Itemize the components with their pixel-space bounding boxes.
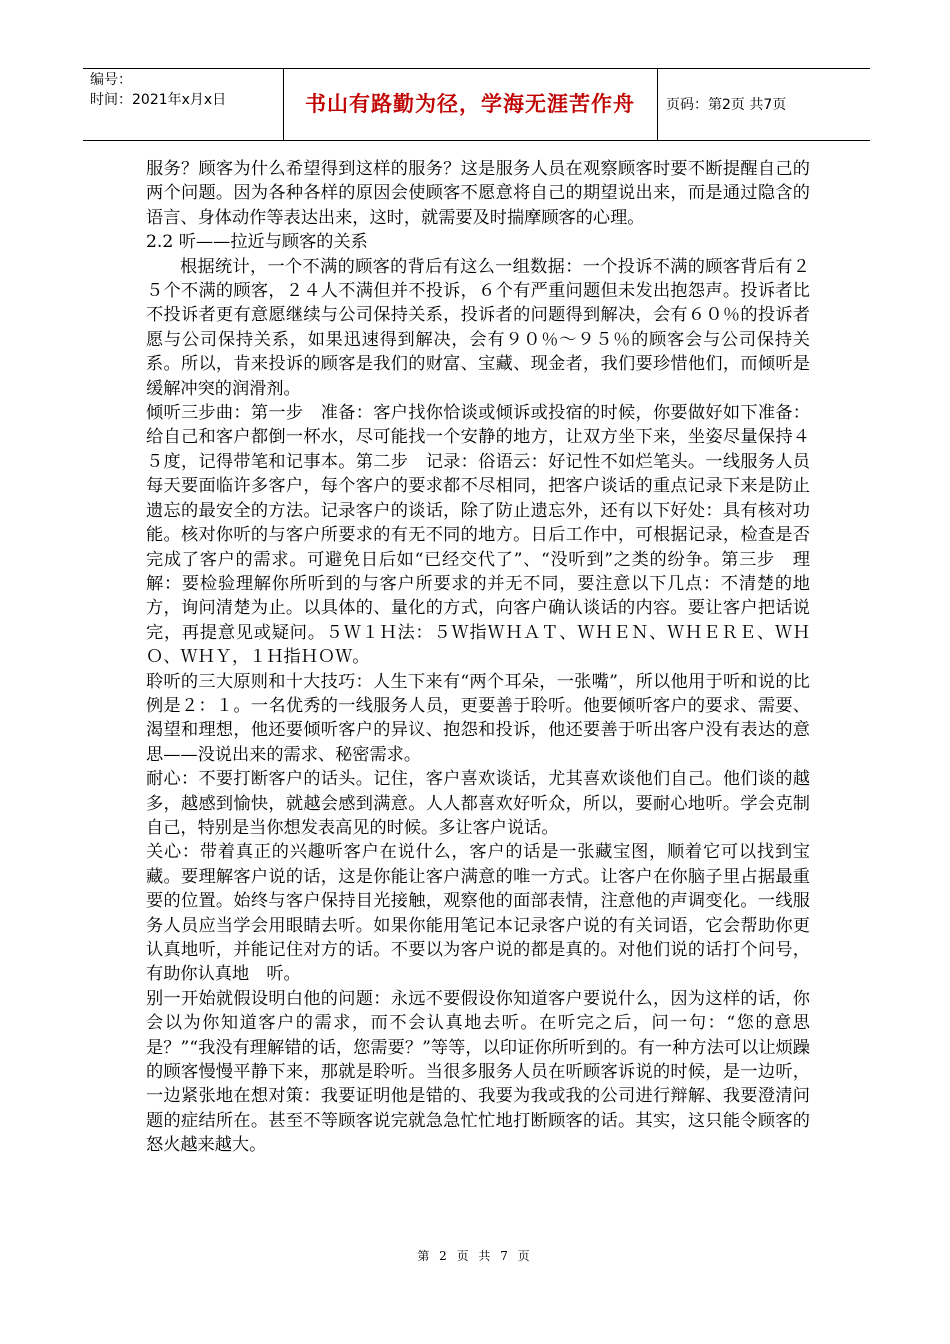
section-heading: 2.2 听——拉近与顾客的关系	[146, 232, 368, 253]
header-page-number: 页码：第2页 共7页	[666, 97, 787, 113]
paragraph-7: 别一开始就假设明白他的问题：永远不要假设你知道客户要说什么，因为这样的话，你会以为你知道客户的需求，而不会认真地去听。在听完之后，问一句：“您的意思是？”“我没有理解错的话，您需要？”等等，以印证你所听到的。有一种方法可以让烦躁的顾客慢慢平静下来，那就是聆听。当很多服务人员在听顾客诉说的时候，是一边听，一边紧张地在想对策：我要证明他是错的、我要为我或我的公司进行辩解、我要澄清问题的症结所在。甚至不等顾客说完就急急忙忙地打断顾客的话。其实，这只能令顾客的怒火越来越大。	[146, 988, 810, 1156]
page-footer: 第 2 页 共 7 页	[417, 1249, 533, 1263]
header-slogan: 书山有路勤为径，学海无涯苦作舟	[305, 92, 635, 116]
header-top-rule	[83, 68, 870, 69]
paragraph-4: 聆听的三大原则和十大技巧：人生下来有“两个耳朵，一张嘴”，所以他用于听和说的比例是２：１。一名优秀的一线服务人员，更要善于聆听。他要倾听客户的要求、需要、渴望和理想，他还要倾听客户的异议、抱怨和投诉，他还要善于听出客户没有表达的意思——没说出来的需求、秘密需求。	[146, 671, 810, 765]
paragraph-3: 倾听三步曲：第一步 准备：客户找你恰谈或倾诉或投宿的时候，你要做好如下准备：给自己和客户都倒一杯水，尽可能找一个安静的地方，让双方坐下来，坐姿尽量保持４５度，记得带笔和记事本。第二步 记录：俗语云：好记性不如烂笔头。一线服务人员每天要面临许多客户，每个客户的要求都不尽相同，把客户谈话的重点记录下来是防止遗忘的最安全的方法。记录客户的谈话，除了防止遗忘外，还有以下好处：具有核对功能。核对你听的与客户所要求的有无不同的地方。日后工作中，可根据记录，检查是否完成了客户的需求。可避免日后如“已经交代了”、“没听到”之类的纷争。第三步 理解：要检验理解你所听到的与客户所要求的并无不同，要注意以下几点：不清楚的地方，询问清楚为止。以具体的、量化的方式，向客户确认谈话的内容。要让客户把话说完，再提意见或疑问。５Ｗ１Ｈ法：５Ｗ指ＷＨＡＴ、ＷＨＥＮ、ＷＨＥＲＥ、ＷＨＯ、ＷＨＹ，１Ｈ指ＨＯＷ。	[146, 403, 810, 668]
paragraph-5: 耐心：不要打断客户的话头。记住，客户喜欢谈话，尤其喜欢谈他们自己。他们谈的越多，越感到愉快，就越会感到满意。人人都喜欢好听众，所以，要耐心地听。学会克制自己，特别是当你想发表高见的时候。多让客户说话。	[146, 769, 810, 838]
header-meta	[90, 70, 280, 110]
paragraph-2: 根据统计，一个不满的顾客的背后有这么一组数据：一个投诉不满的顾客背后有２５个不满的顾客，２４人不满但并不投诉，６个有严重问题但未发出抱怨声。投诉者比不投诉者更有意愿继续与公司保持关系，投诉者的问题得到解决，会有６０％的投诉者愿与公司保持关系，如果迅速得到解决，会有９０％～９５％的顾客会与公司保持关系。所以，肯来投诉的顾客是我们的财富、宝藏、现金者，我们要珍惜他们，而倾听是缓解冲突的润滑剂。	[146, 256, 810, 399]
paragraph-6: 关心：带着真正的兴趣听客户在说什么，客户的话是一张藏宝图，顺着它可以找到宝藏。要理解客户说的话，这是你能让客户满意的唯一方式。让客户在你脑子里占据最重要的位置。始终与客户保持目光接触，观察他的面部表情，注意他的声调变化。一线服务人员应当学会用眼睛去听。如果你能用笔记本记录客户说的有关词语，它会帮助你更认真地听，并能记住对方的话。不要以为客户说的都是真的。对他们说的话打个问号，有助你认真地 听。	[146, 842, 810, 985]
header-divider-right	[657, 68, 658, 140]
header-number: 编号：	[90, 72, 132, 88]
paragraph-1: 服务？顾客为什么希望得到这样的服务？这是服务人员在观察顾客时要不断提醒自己的两个问题。因为各种各样的原因会使顾客不愿意将自己的期望说出来，而是通过隐含的语言、身体动作等表达出来，这时，就需要及时揣摩顾客的心理。	[146, 159, 810, 228]
header-bottom-rule	[83, 140, 870, 141]
document-body	[146, 157, 810, 1158]
header-time: 时间：2021年x月x日	[90, 92, 227, 108]
